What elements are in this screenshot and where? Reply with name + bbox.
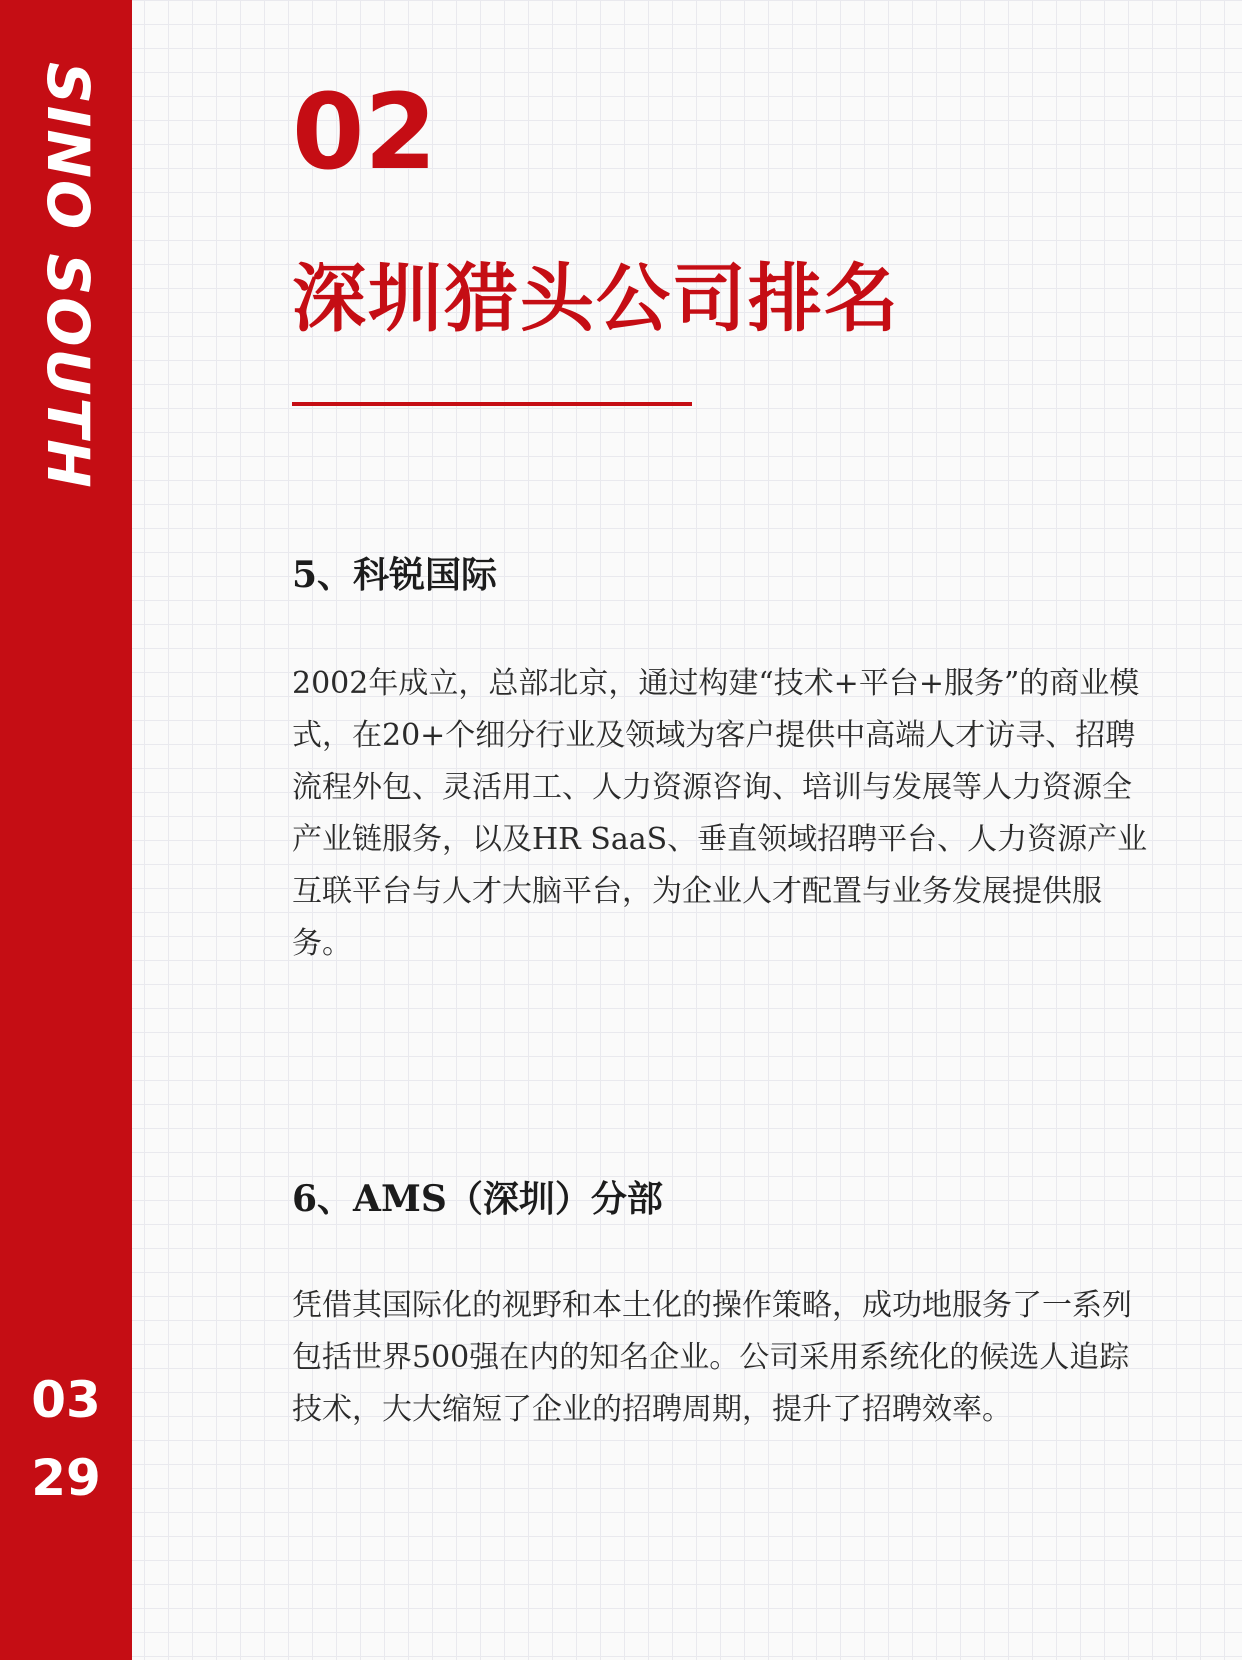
section-number: 02 xyxy=(292,71,437,193)
date-month: 03 xyxy=(31,1371,101,1429)
entry-body: 2002年成立，总部北京，通过构建“技术+平台+服务”的商业模式，在20+个细分行业及领域为客户提供中高端人才访寻、招聘流程外包、灵活用工、人力资源咨询、培训与发展等人力资源全产业链服务，以及HR SaaS、垂直领域招聘平台、人力资源产业互联平台与人才大脑平台，为企业人才配置与业务发展提供服务。 xyxy=(292,666,1148,961)
page-title: 深圳猎头公司排名 xyxy=(292,256,900,342)
title-underline xyxy=(292,402,692,406)
entry-heading: 5、科锐国际 xyxy=(292,554,498,596)
entry-body: 凭借其国际化的视野和本土化的操作策略，成功地服务了一系列包括世界500强在内的知名企业。公司采用系统化的候选人追踪技术，大大缩短了企业的招聘周期，提升了招聘效率。 xyxy=(292,1288,1132,1427)
entry-heading: 6、AMS（深圳）分部 xyxy=(292,1178,663,1220)
brand-name: SINO SOUTH xyxy=(34,62,102,490)
sidebar xyxy=(0,0,132,1660)
date-day: 29 xyxy=(31,1449,101,1507)
